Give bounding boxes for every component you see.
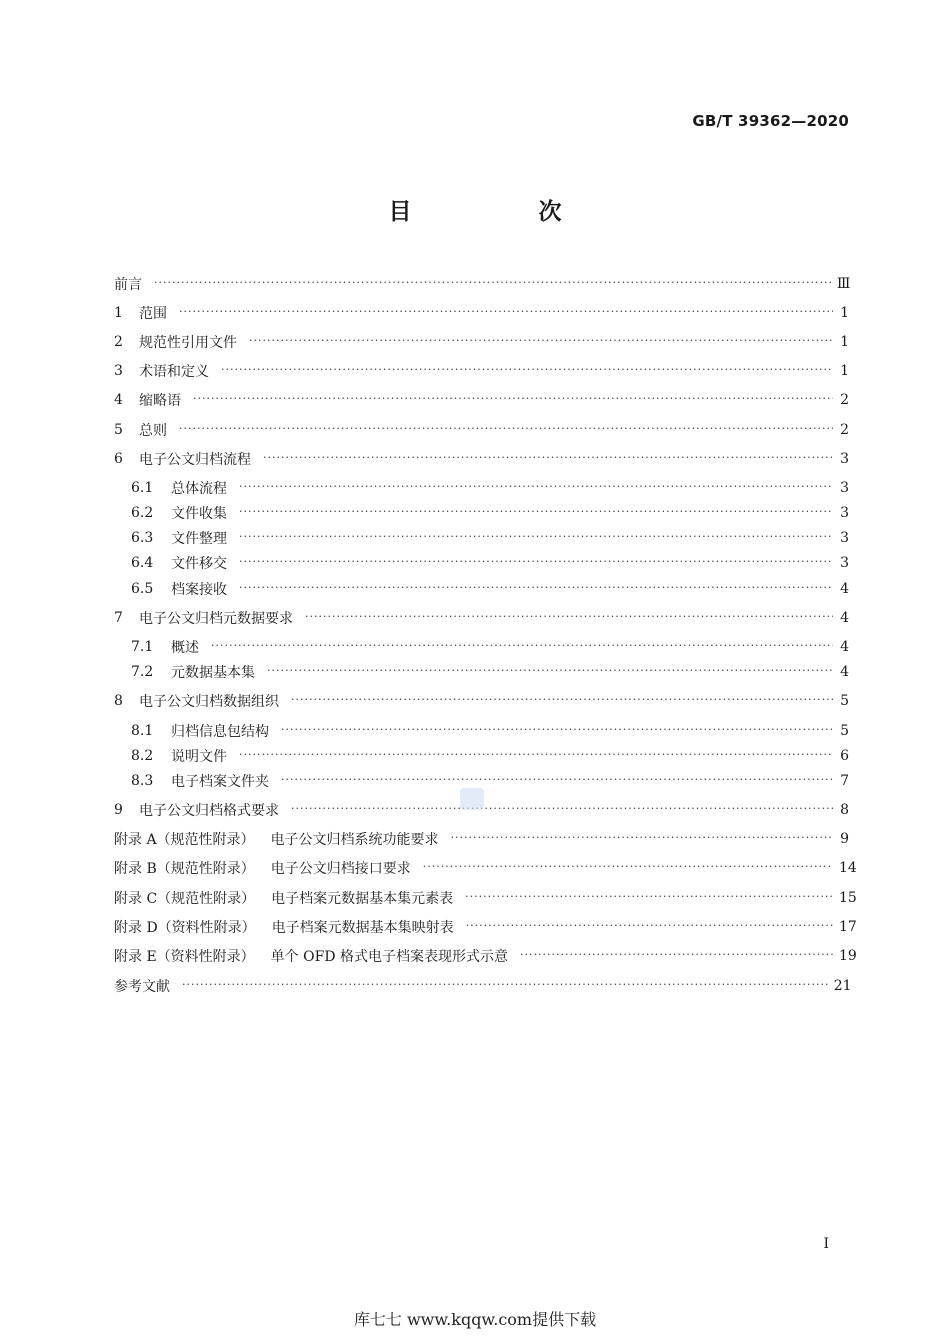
toc-entry-number: 2 [114, 334, 123, 350]
toc-entry[interactable] [114, 447, 849, 471]
toc-entry-label: 文件整理 [171, 531, 227, 547]
toc-entry-label: 电子公文归档数据组织 [139, 694, 279, 710]
toc-entry[interactable] [114, 974, 852, 998]
toc-leader-dots [263, 451, 833, 464]
toc-entry[interactable] [114, 330, 849, 354]
toc-entry-number: 3 [114, 363, 123, 379]
toc-leader-dots [239, 581, 833, 594]
toc-entry-label: 电子公文归档系统功能要求 [270, 832, 439, 848]
toc-entry-page: 17 [839, 919, 857, 935]
toc-entry-appendix-prefix: 附录 E（资料性附录） [114, 949, 255, 965]
toc-entry-appendix-prefix: 附录 C（规范性附录） [114, 891, 256, 907]
toc-entry-number: 8.3 [131, 773, 154, 789]
toc-entry[interactable] [114, 388, 849, 412]
toc-entry-page: 1 [840, 305, 849, 321]
toc-entry-number: 6.1 [131, 480, 154, 496]
toc-entry-number: 6.4 [131, 555, 154, 571]
toc-entry-label: 文件收集 [171, 506, 227, 522]
toc-entry-label: 缩略语 [139, 393, 181, 409]
toc-leader-dots [211, 639, 833, 652]
toc-entry-label: 概述 [171, 640, 199, 656]
toc-leader-dots [239, 555, 833, 568]
toc-entry[interactable] [114, 359, 849, 383]
toc-entry-label: 总则 [139, 423, 167, 439]
toc-entry-page: 3 [840, 530, 849, 546]
toc-entry-appendix-prefix: 附录 A（规范性附录） [114, 832, 255, 848]
toc-entry-page: 4 [840, 610, 849, 626]
toc-leader-dots [281, 773, 833, 786]
toc-entry-number: 6 [114, 451, 123, 467]
toc-entry[interactable] [114, 856, 857, 880]
toc-entry-label: 电子档案元数据基本集元素表 [271, 891, 454, 907]
source-footer: 库七七 www.kqqw.com提供下载 [353, 1310, 597, 1329]
toc-entry[interactable] [131, 660, 849, 684]
toc-entry-label: 元数据基本集 [171, 665, 255, 681]
toc-entry-label: 电子公文归档元数据要求 [139, 611, 293, 627]
toc-entry-label: 说明文件 [171, 749, 227, 765]
toc-leader-dots [281, 723, 833, 736]
toc-leader-dots [221, 363, 833, 376]
toc-entry[interactable] [114, 301, 849, 325]
toc-leader-dots [193, 392, 833, 405]
toc-entry-label: 电子公文归档流程 [139, 452, 251, 468]
toc-entry[interactable] [131, 635, 849, 659]
toc-entry-page: 3 [840, 555, 849, 571]
toc-entry-page: 15 [839, 890, 857, 906]
toc-leader-dots [423, 860, 833, 873]
toc-leader-dots [267, 664, 833, 677]
toc-entry-page: 4 [840, 664, 849, 680]
toc-entry-page: Ⅲ [836, 276, 851, 292]
toc-leader-dots [154, 276, 831, 289]
toc-entry-page: 21 [833, 978, 852, 994]
toc-entry-page: 14 [839, 860, 857, 876]
toc-leader-dots [291, 693, 833, 706]
toc-entry[interactable] [114, 606, 849, 630]
toc-leader-dots [305, 610, 833, 623]
standard-code: GB/T 39362—2020 [692, 112, 849, 130]
toc-leader-dots [520, 948, 833, 961]
toc-entry-page: 7 [840, 773, 849, 789]
toc-entry-number: 7.2 [131, 664, 154, 680]
toc-entry-number: 4 [114, 392, 123, 408]
toc-entry-number: 7 [114, 610, 123, 626]
toc-leader-dots [239, 480, 833, 493]
toc-entry[interactable] [114, 418, 849, 442]
toc-leader-dots [465, 890, 833, 903]
toc-entry-page: 19 [839, 948, 857, 964]
toc-entry-page: 4 [840, 581, 849, 597]
toc-leader-dots [179, 422, 833, 435]
toc-entry-page: 3 [840, 451, 849, 467]
toc-entry-number: 8.2 [131, 748, 154, 764]
toc-leader-dots [291, 802, 833, 815]
toc-entry[interactable] [131, 719, 849, 743]
toc-entry-number: 8 [114, 693, 123, 709]
toc-entry-appendix-prefix: 附录 B（规范性附录） [114, 861, 255, 877]
toc-leader-dots [182, 978, 828, 991]
toc-entry-number: 6.2 [131, 505, 154, 521]
toc-entry[interactable] [131, 526, 849, 550]
toc-entry[interactable] [131, 501, 849, 525]
toc-entry-number: 8.1 [131, 723, 154, 739]
toc-entry-label: 参考文献 [114, 979, 170, 995]
toc-leader-dots [239, 748, 833, 761]
toc-entry-number: 7.1 [131, 639, 154, 655]
toc-entry-page: 9 [840, 831, 849, 847]
toc-entry[interactable] [131, 551, 849, 575]
toc-entry-label: 电子档案元数据基本集映射表 [271, 920, 454, 936]
toc-leader-dots [466, 919, 833, 932]
toc-entry-label: 文件移交 [171, 556, 227, 572]
toc-entry-page: 5 [840, 723, 849, 739]
toc-entry-number: 6.5 [131, 581, 154, 597]
toc-entry[interactable] [114, 827, 849, 851]
toc-entry-label: 归档信息包结构 [171, 724, 269, 740]
toc-entry-appendix-prefix: 附录 D（资料性附录） [114, 920, 256, 936]
toc-entry-page: 3 [840, 480, 849, 496]
toc-entry-page: 3 [840, 505, 849, 521]
toc-entry-page: 6 [840, 748, 849, 764]
toc-entry-page: 2 [840, 422, 849, 438]
toc-entry-page: 4 [840, 639, 849, 655]
toc-entry-label: 电子公文归档接口要求 [270, 861, 411, 877]
toc-entry[interactable] [114, 689, 849, 713]
toc-entry[interactable] [114, 915, 857, 939]
toc-entry-label: 电子公文归档格式要求 [139, 803, 279, 819]
toc-entry[interactable] [131, 577, 849, 601]
toc-leader-dots [451, 831, 833, 844]
toc-leader-dots [239, 505, 833, 518]
toc-entry[interactable] [131, 476, 849, 500]
toc-leader-dots [239, 530, 833, 543]
toc-entry-page: 1 [840, 363, 849, 379]
toc-entry-page: 2 [840, 392, 849, 408]
toc-entry[interactable] [131, 744, 849, 768]
toc-entry-label: 规范性引用文件 [139, 335, 237, 351]
toc-entry-label: 术语和定义 [139, 364, 209, 380]
toc-entry-label: 范围 [139, 306, 167, 322]
toc-entry-label: 总体流程 [171, 481, 227, 497]
toc-entry[interactable] [114, 886, 857, 910]
toc-entry-label: 单个 OFD 格式电子档案表现形式示意 [270, 949, 508, 965]
toc-entry-label: 档案接收 [171, 582, 227, 598]
toc-leader-dots [179, 305, 833, 318]
toc-entry[interactable] [114, 272, 849, 296]
toc-entry-number: 9 [114, 802, 123, 818]
watermark-logo-icon [460, 788, 484, 810]
toc-entry-number: 1 [114, 305, 123, 321]
toc-entry-page: 1 [840, 334, 849, 350]
page-number: I [823, 1236, 829, 1252]
toc-entry-number: 6.3 [131, 530, 154, 546]
toc-entry-label: 前言 [114, 277, 142, 293]
toc-entry-page: 5 [840, 693, 849, 709]
toc-entry-label: 电子档案文件夹 [171, 774, 269, 790]
toc-entry[interactable] [131, 769, 849, 793]
toc-entry[interactable] [114, 944, 857, 968]
toc-leader-dots [249, 334, 833, 347]
page-title: 目 次 [388, 199, 614, 225]
toc-entry-page: 8 [840, 802, 849, 818]
toc-entry-number: 5 [114, 422, 123, 438]
